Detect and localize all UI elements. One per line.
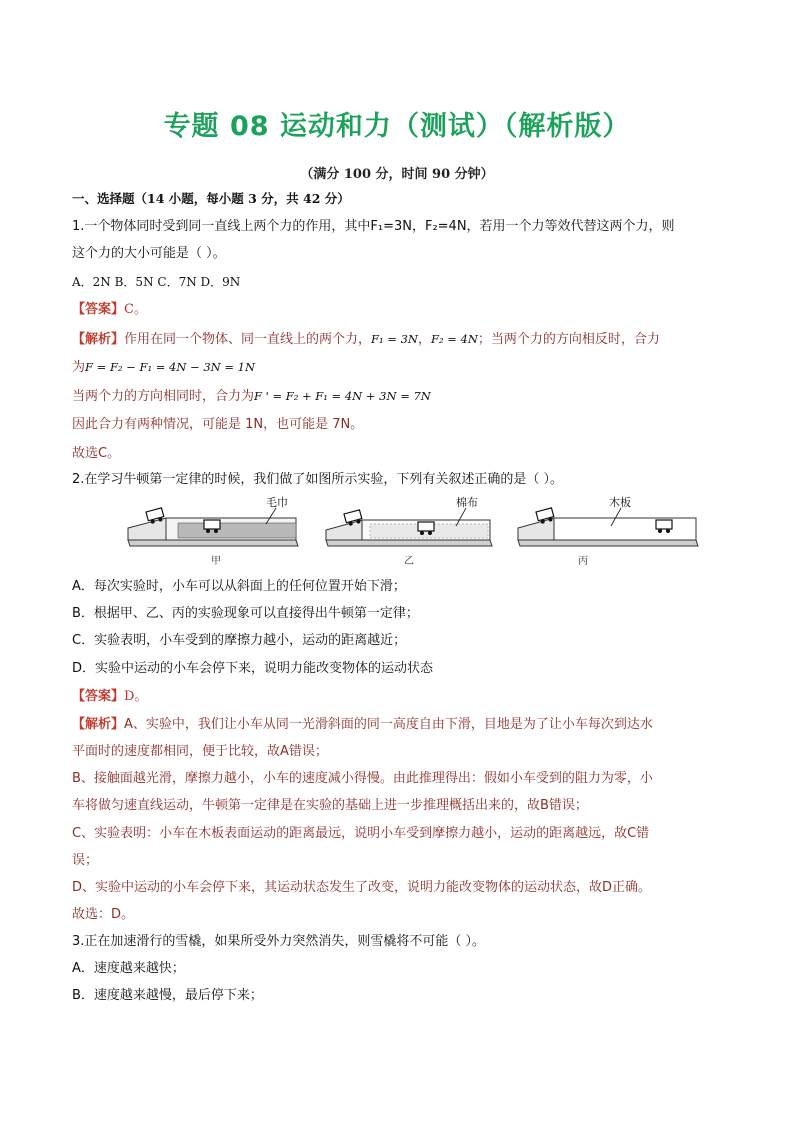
q2-analysis-4: D、实验中运动的小车会停下来，其运动状态发生了改变，说明力能改变物体的运动状态，故D正确。 — [72, 880, 652, 895]
experiment-panel-c — [518, 496, 698, 567]
q1-answer — [72, 301, 732, 319]
q2-analysis-2a: B、接触面越光滑，摩擦力越小，小车的速度减小得慢。由此推理得出：假如小车受到的阻力为零，小 — [72, 771, 653, 786]
answer-tag: 【答案】 — [72, 302, 125, 317]
q2-analysis-3b: 误； — [72, 853, 99, 868]
towel-surface — [178, 523, 296, 538]
q2-analysis-3a: C、实验表明：小车在木板表面运动的距离最远，说明小车受到摩擦力越小，运动的距离越远，故C错 — [72, 826, 650, 841]
analysis-text: ；当两个力的方向相反时，合力 — [477, 332, 660, 347]
formula-resultant-opposite: F = F₂ − F₁ = 4N − 3N = 1N — [85, 360, 256, 374]
q1-analysis-line3 — [72, 387, 732, 406]
track-b — [326, 540, 492, 546]
analysis-text: 为 — [72, 360, 86, 375]
answer-tag: 【答案】 — [72, 689, 125, 704]
ramp-c — [518, 518, 554, 540]
q2-option-b: B．根据甲、乙、丙的实验现象可以直接得出牛顿第一定律； — [72, 606, 419, 621]
q3-option-a: A．速度越来越快； — [72, 961, 185, 976]
answer-value: C。 — [124, 302, 147, 317]
q1-analysis-line4: 因此合力有两种情况，可能是 1N，也可能是 7N。 — [72, 417, 364, 432]
track-a — [128, 540, 298, 546]
q1-stem-line2: 这个力的大小可能是（ ）。 — [72, 246, 226, 261]
panel-caption-b: 乙 — [404, 556, 414, 567]
q1-options: A．2N B．5N C．7N D．9N — [72, 275, 241, 289]
exam-info: （满分 100 分，时间 90 分钟） — [300, 167, 494, 182]
experiment-figure — [126, 496, 700, 570]
surface-label-towel: 毛巾 — [266, 496, 288, 509]
analysis-text: A、实验中，我们让小车从同一光滑斜面的同一高度自由下滑，目地是为了让小车每次到达水 — [124, 717, 653, 732]
q2-analysis-2b: 车将做匀速直线运动，牛顿第一定律是在实验的基础上进一步推理概括出来的，故B错误； — [72, 798, 588, 813]
q2-analysis-1b: 平面时的速度都相同，便于比较，故A错误； — [72, 744, 328, 759]
analysis-tag: 【解析】 — [72, 717, 125, 732]
page-title: 专题 08 运动和力（测试）（解析版） — [163, 111, 631, 142]
q1-conclusion: 故选C。 — [72, 446, 121, 461]
q2-conclusion: 故选：D。 — [72, 907, 135, 922]
formula-f2: F₂ = 4N — [430, 332, 478, 346]
analysis-text: 当两个力的方向相同时，合力为 — [72, 389, 255, 404]
formula-resultant-same: F ' = F₂ + F₁ = 4N + 3N = 7N — [254, 389, 431, 403]
q3-stem: 3.正在加速滑行的雪橇，如果所受外力突然消失，则雪橇将不可能（ ）。 — [72, 934, 486, 949]
q1-analysis-line2 — [72, 358, 732, 377]
q2-analysis-1a — [72, 716, 732, 734]
surface-label-cotton: 棉布 — [456, 496, 478, 509]
analysis-text: 作用在同一个物体、同一直线上的两个力， — [124, 332, 372, 347]
panel-caption-c: 丙 — [578, 556, 588, 567]
section-heading: 一、选择题（14 小题，每小题 3 分，共 42 分） — [72, 191, 350, 206]
formula-f1: F₁ = 3N — [371, 332, 418, 346]
panel-caption-a: 甲 — [211, 556, 221, 567]
q1-stem-line1: 1.一个物体同时受到同一直线上两个力的作用，其中F₁=3N，F₂=4N，若用一个力等效代替这两个力，则 — [72, 219, 675, 234]
answer-value: D。 — [124, 689, 148, 704]
q2-option-d: D．实验中运动的小车会停下来，说明力能改变物体的运动状态 — [72, 661, 434, 676]
analysis-tag: 【解析】 — [72, 332, 125, 347]
q3-option-b: B．速度越来越慢，最后停下来； — [72, 988, 263, 1003]
experiment-panel-a — [128, 496, 298, 567]
ramp-b — [326, 520, 362, 540]
q1-analysis-line1 — [72, 330, 732, 349]
board-c — [554, 518, 696, 540]
q2-option-c: C．实验表明，小车受到的摩擦力越小，运动的距离越近； — [72, 633, 407, 648]
experiment-panel-b — [326, 496, 492, 567]
q2-stem: 2.在学习牛顿第一定律的时候，我们做了如图所示实验，下列有关叙述正确的是（ ）。 — [72, 472, 564, 487]
track-c — [518, 540, 698, 546]
q2-answer — [72, 688, 732, 706]
analysis-text: ， — [417, 332, 431, 347]
surface-label-wood: 木板 — [609, 496, 631, 509]
q2-option-a: A．每次实验时，小车可以从斜面上的任何位置开始下滑； — [72, 579, 406, 594]
